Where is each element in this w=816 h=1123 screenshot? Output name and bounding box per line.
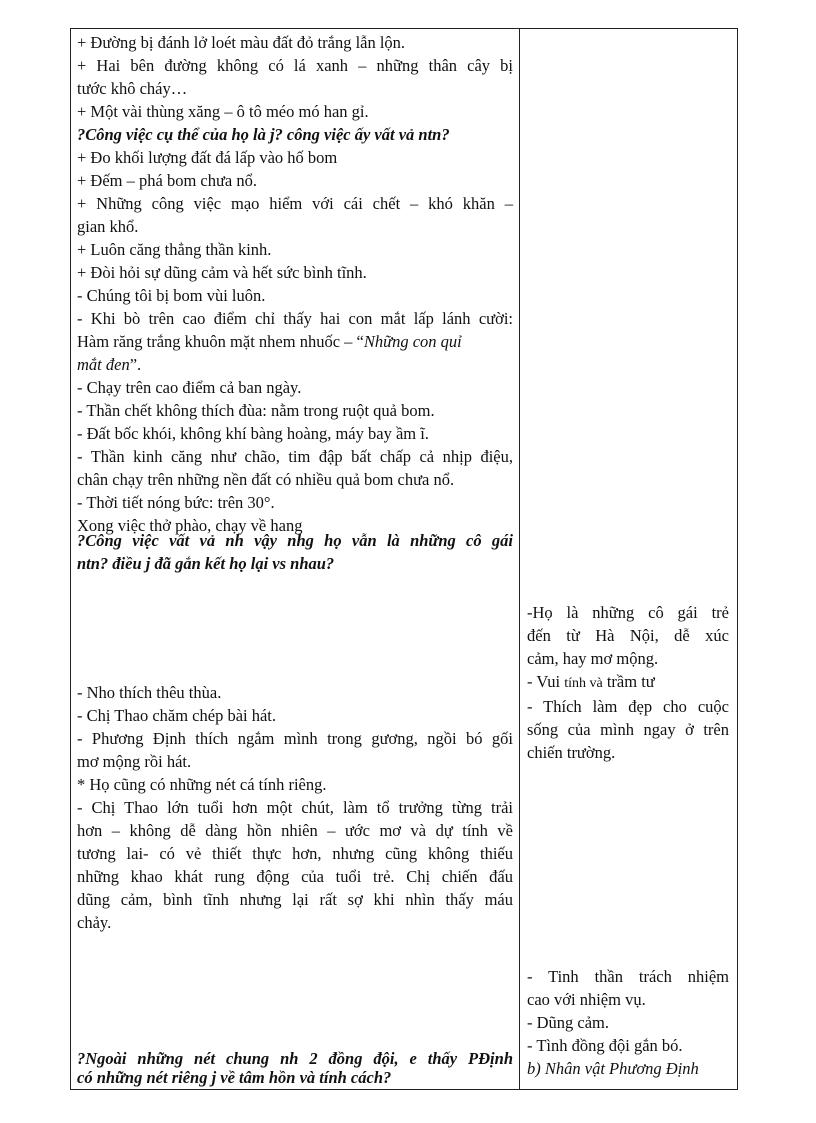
lesson-table [70, 28, 738, 1090]
question-3-line1: ?Ngoài những nét chung nh 2 đồng đội, e thấy PĐịnh [77, 1049, 513, 1068]
left-mid-line: - Thần kinh căng như chão, tim đập bất chấp cả nhịp điệu, [77, 447, 513, 466]
quote-suffix: ”. [129, 355, 142, 374]
left-lower-line: những khao khát rung động của tuổi trẻ. Chị chiến đấu [77, 867, 513, 886]
left-top-line: gian khổ. [77, 217, 139, 236]
left-lower-line: - Nho thích thêu thùa. [77, 683, 222, 702]
left-top-line: + Luôn căng thẳng thần kinh. [77, 240, 272, 259]
right-vui-a: - Vui [527, 672, 565, 691]
quote-line [77, 330, 513, 353]
question-2-line2: ntn? điều j đã gắn kết họ lại vs nhau? [77, 554, 335, 573]
right-vui-line [527, 670, 729, 695]
right-block-3 [527, 965, 729, 1080]
left-top-line: + Một vài thùng xăng – ô tô méo mó han gỉ. [77, 102, 369, 121]
right-1-line: đến từ Hà Nội, dễ xúc [527, 626, 729, 645]
left-lower-line: hơn – không dễ dàng hồn nhiên – ước mơ và dự tính về [77, 821, 513, 840]
quote-italic-2: mắt đen [77, 355, 130, 374]
right-heading: b) Nhân vật Phương Định [527, 1059, 699, 1078]
left-lower-line: mơ mộng rồi hát. [77, 752, 192, 771]
left-top-block [77, 31, 513, 537]
question-3-line2: có những nét riêng j về tâm hồn và tính cách? [77, 1068, 392, 1087]
left-mid-line: Xong việc thở phào, chạy về hang [77, 516, 303, 535]
question-2-line1: ?Công việc vất vả nh vậy nhg họ vẫn là những cô gái [77, 531, 513, 550]
right-block-3-lines [527, 965, 729, 1057]
right-vui-b: tính và [564, 676, 603, 691]
left-mid-line: - Thần chết không thích đùa: nằm trong ruột quả bom. [77, 401, 435, 420]
quote-italic: Những con quỉ [363, 332, 462, 351]
left-mid-line: - Chạy trên cao điểm cả ban ngày. [77, 378, 302, 397]
right-block-2-lines [527, 695, 729, 764]
left-top-line: - Chúng tôi bị bom vùi luôn. [77, 286, 266, 305]
left-top-line: + Đòi hỏi sự dũng cảm và hết sức bình tĩnh. [77, 263, 367, 282]
right-block-1 [527, 601, 729, 764]
right-1-line: cảm, hay mơ mộng. [527, 649, 659, 668]
question-3 [77, 1049, 513, 1087]
right-3-line: - Tình đồng đội gắn bó. [527, 1036, 683, 1055]
left-top-line: + Hai bên đường không có lá xanh – những thân cây bị [77, 56, 513, 75]
left-top-line: + Đường bị đánh lở loét màu đất đỏ trắng lẫn lộn. [77, 33, 406, 52]
left-lower-line: - Phương Định thích ngắm mình trong gương, ngồi bó gối [77, 729, 513, 748]
left-top-line: + Đếm – phá bom chưa nổ. [77, 171, 258, 190]
left-top-line: - Khi bò trên cao điểm chỉ thấy hai con mắt lấp lánh cười: [77, 309, 513, 328]
left-lower-line: chảy. [77, 913, 112, 932]
right-3-line: - Dũng cảm. [527, 1013, 610, 1032]
right-2-line: chiến trường. [527, 743, 616, 762]
left-lower-line: tương lai- có vẻ thiết thực hơn, nhưng cũng không thiếu [77, 844, 513, 863]
left-mid-line: - Thời tiết nóng bức: trên 30°. [77, 493, 275, 512]
right-3-line: cao với nhiệm vụ. [527, 990, 646, 1009]
left-mid-line: - Đất bốc khói, không khí bàng hoàng, máy bay ầm ĩ. [77, 424, 429, 443]
left-lower-line: - Chị Thao chăm chép bài hát. [77, 706, 277, 725]
column-divider [519, 29, 520, 1089]
left-lower-line: dũng cảm, bình tĩnh nhưng lại rất sợ khi nhìn thấy máu [77, 890, 513, 909]
quote-prefix: Hàm răng trắng khuôn mặt nhem nhuốc – “ [77, 332, 364, 351]
right-3-line: - Tinh thần trách nhiệm [527, 967, 729, 986]
right-vui-c: trầm tư [602, 672, 655, 691]
right-2-line: - Thích làm đẹp cho cuộc [527, 697, 729, 716]
question-2 [77, 529, 513, 575]
right-block-1-lines [527, 601, 729, 670]
right-1-line: -Họ là những cô gái trẻ [527, 603, 729, 622]
left-lower-line: - Chị Thao lớn tuổi hơn một chút, làm tổ trưởng từng trải [77, 798, 513, 817]
right-2-line: sống của mình ngay ở trên [527, 720, 729, 739]
left-lower-block [77, 681, 513, 934]
left-top-line: + Những công việc mạo hiểm với cái chết – khó khăn – [77, 194, 513, 213]
left-top-line: tước khô cháy… [77, 79, 188, 98]
left-mid-line: chân chạy trên những nền đất có nhiều quả bom chưa nổ. [77, 470, 455, 489]
left-top-line: ?Công việc cụ thể của họ là j? công việc ấy vất vả ntn? [77, 125, 450, 144]
left-top-line: + Đo khối lượng đất đá lấp vào hố bom [77, 148, 338, 167]
quote-line-2 [77, 353, 513, 376]
left-lower-line: * Họ cũng có những nét cá tính riêng. [77, 775, 327, 794]
